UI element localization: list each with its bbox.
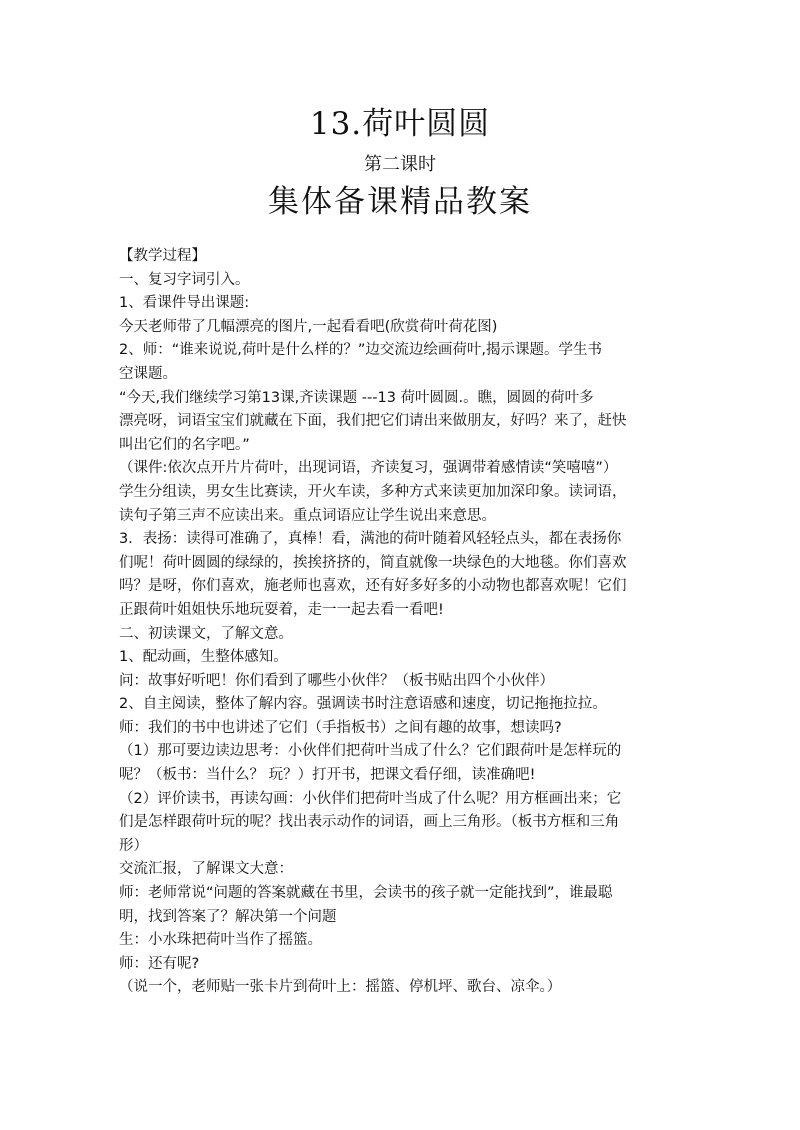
text-line: 2、自主阅读，整体了解内容。强调读书时注意语感和速度，切记拖拖拉拉。 (119, 696, 607, 713)
document-type-heading: 集体备课精品教案 (268, 184, 532, 220)
text-line: 师：老师常说“问题的答案就藏在书里，会读书的孩子就一定能找到”，谁最聪 (119, 885, 613, 902)
lesson-title: 13.荷叶圆圆 (309, 106, 491, 142)
text-line: 们呢！荷叶圆圆的绿绿的，挨挨挤挤的，简直就像一块绿色的大地毯。你们喜欢 (119, 554, 627, 571)
text-line: 形） (119, 837, 148, 854)
text-line: 今天老师带了几幅漂亮的图片,一起看看吧(欣赏荷叶荷花图) (119, 318, 498, 335)
text-line: 明，找到答案了？解决第一个问题 (119, 908, 337, 925)
text-line: （课件:依次点开片片荷叶，出现词语，齐读复习，强调带着感情读“笑嘻嘻”） (119, 460, 618, 477)
text-line: （2）评价读书，再读勾画：小伙伴们把荷叶当成了什么呢？用方框画出来；它 (119, 790, 622, 807)
text-line: 正跟荷叶姐姐快乐地玩耍着，走一一起去看一看吧! (119, 601, 444, 618)
text-line: （1）那可要边读边思考：小伙伴们把荷叶当成了什么？它们跟荷叶是怎样玩的 (119, 743, 622, 760)
lesson-period: 第二课时 (364, 154, 436, 175)
text-line: 二、初读课文，了解文意。 (119, 625, 293, 642)
lesson-body (119, 245, 689, 1000)
text-line: 们是怎样跟荷叶玩的呢？找出表示动作的词语，画上三角形。（板书方框和三角 (119, 814, 620, 831)
text-line: 3．表扬：读得可准确了，真棒！看，满池的荷叶随着风轻轻点头，都在表扬你 (119, 531, 622, 548)
text-line: 漂亮呀，词语宝宝们就藏在下面，我们把它们请出来做朋友，好吗？来了，赶快 (119, 413, 627, 430)
text-line: 1、看课件导出课题: (119, 295, 250, 312)
text-line: 交流汇报，了解课文大意： (119, 861, 293, 878)
text-line: 师：我们的书中也讲述了它们（手指板书）之间有趣的故事，想读吗? (119, 719, 562, 736)
text-line: 1、配动画，生整体感知。 (119, 649, 288, 666)
text-line: 师：还有呢? (119, 955, 200, 972)
text-line: （说一个，老师贴一张卡片到荷叶上：摇篮、停机坪、歌台、凉伞。） (119, 979, 562, 996)
text-line: 学生分组读，男女生比赛读，开火车读，多种方式来读更加加深印象。读词语， (119, 483, 627, 500)
text-line: 空课题。 (119, 365, 177, 382)
text-line: 呢？（板书：当什么？ 玩？）打开书，把课文看仔细，读准确吧! (119, 767, 536, 784)
text-line: 【教学过程】 (119, 248, 206, 264)
text-line: 叫出它们的名字吧。” (119, 436, 250, 453)
text-line: 问：故事好听吧！你们看到了哪些小伙伴？（板书贴出四个小伙伴） (119, 672, 554, 689)
text-line: 一、复习字词引入。 (119, 271, 250, 288)
text-line: 吗？是呀，你们喜欢，施老师也喜欢，还有好多好多的小动物也都喜欢呢！它们 (119, 578, 627, 595)
text-line: 生：小水珠把荷叶当作了摇篮。 (119, 932, 322, 949)
text-line: 2、师：“谁来说说,荷叶是什么样的？”边交流边绘画荷叶,揭示课题。学生书 (119, 342, 602, 359)
text-line: “今天,我们继续学习第13课,齐读课题 ---13 荷叶圆圆.。瞧，圆圆的荷叶多 (119, 389, 594, 406)
text-line: 读句子第三声不应读出来。重点词语应让学生说出来意思。 (119, 507, 496, 524)
